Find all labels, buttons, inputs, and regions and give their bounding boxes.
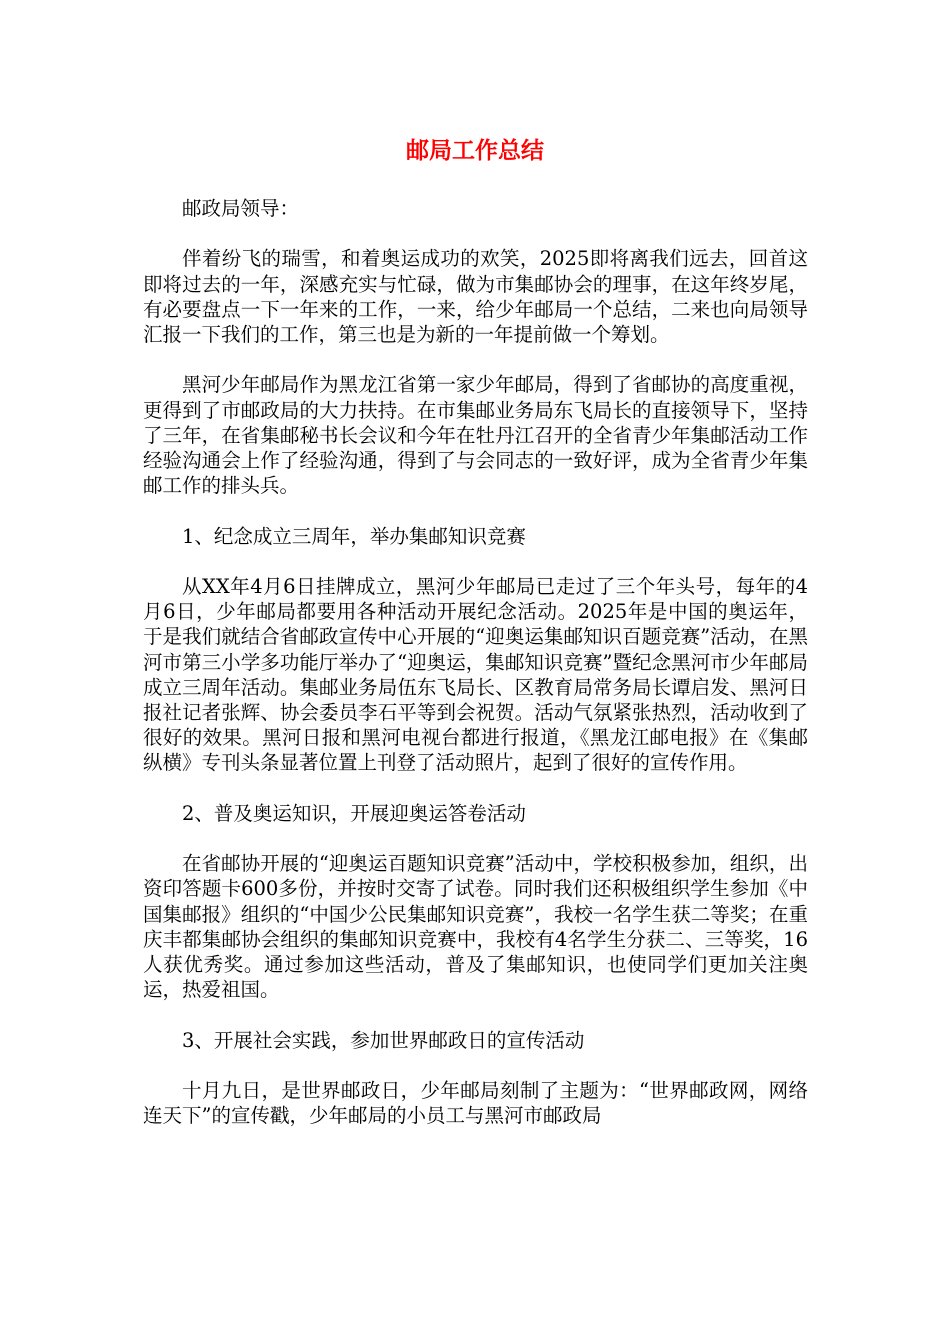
paragraph-section-3: 十月九日，是世界邮政日，少年邮局刻制了主题为：“世界邮政网，网络连天下”的宣传戳，少年邮局的小员工与黑河市邮政局 — [143, 1078, 808, 1128]
document-title: 邮局工作总结 — [406, 138, 544, 164]
section-heading-3: 3、开展社会实践，参加世界邮政日的宣传活动 — [182, 1028, 585, 1052]
section-heading-1: 1、纪念成立三周年，举办集邮知识竞赛 — [182, 524, 526, 548]
paragraph-background: 黑河少年邮局作为黑龙江省第一家少年邮局，得到了省邮协的高度重视，更得到了市邮政局的大力扶持。在市集邮业务局东飞局长的直接领导下，坚持了三年，在省集邮秘书长会议和今年在牡丹江召开的全省青少年集邮活动工作经验沟通会上作了经验沟通，得到了与会同志的一致好评，成为全省青少年集邮工作的排头兵。 — [143, 373, 808, 498]
paragraph-intro: 伴着纷飞的瑞雪，和着奥运成功的欢笑，2025即将离我们远去，回首这即将过去的一年，深感充实与忙碌，做为市集邮协会的理事，在这年终岁尾，有必要盘点一下一年来的工作，一来，给少年邮局一个总结，二来也向局领导汇报一下我们的工作，第三也是为新的一年提前做一个筹划。 — [143, 247, 808, 346]
paragraph-section-2: 在省邮协开展的“迎奥运百题知识竞赛”活动中，学校积极参加，组织，出资印答题卡600多份，并按时交寄了试卷。同时我们还积极组织学生参加《中国集邮报》组织的“中国少公民集邮知识竞赛”，我校一名学生获二等奖；在重庆丰都集邮协会组织的集邮知识竞赛中，我校有4名学生分获二、三等奖，16人获优秀奖。通过参加这些活动，普及了集邮知识，也使同学们更加关注奥运，热爱祖国。 — [143, 852, 808, 1002]
document-body — [143, 196, 808, 1154]
greeting: 邮政局领导： — [182, 197, 300, 220]
section-heading-2: 2、普及奥运知识，开展迎奥运答卷活动 — [182, 801, 526, 825]
paragraph-section-1: 从XX年4月6日挂牌成立，黑河少年邮局已走过了三个年头号，每年的4月6日，少年邮局都要用各种活动开展纪念活动。2025年是中国的奥运年，于是我们就结合省邮政宣传中心开展的“迎奥运集邮知识百题竞赛”活动，在黑河市第三小学多功能厅举办了“迎奥运，集邮知识竞赛”暨纪念黑河市少年邮局成立三周年活动。集邮业务局伍东飞局长、区教育局常务局长谭启发、黑河日报社记者张辉、协会委员李石平等到会祝贺。活动气氛紧张热烈，活动收到了很好的效果。黑河日报和黑河电视台都进行报道，《黑龙江邮电报》在《集邮纵横》专刊头条显著位置上刊登了活动照片，起到了很好的宣传作用。 — [143, 574, 808, 775]
